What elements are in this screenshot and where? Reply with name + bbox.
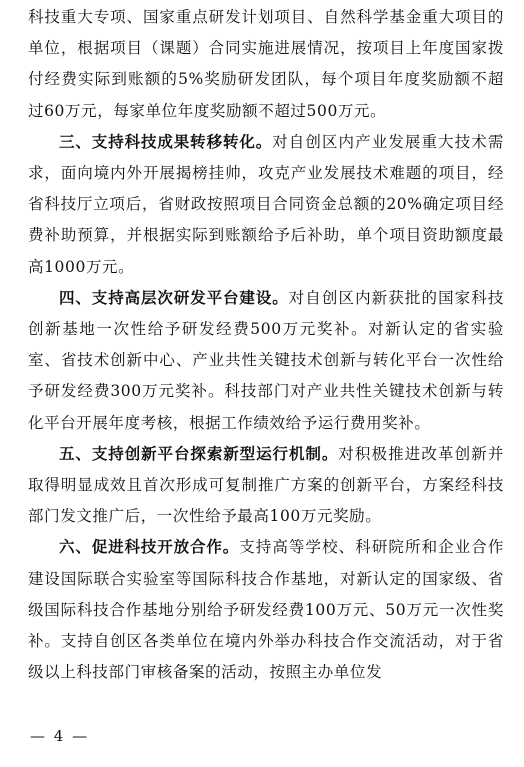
document-body — [28, 2, 504, 688]
paragraph-text: 对自创区内新获批的国家科技创新基地一次性给予研发经费500万元奖补。对新认定的省实验室、省技术创新中心、产业共性关键技术创新与转化平台一次性给予研发经费300万元奖补。科技部门对产业共性关键技术创新与转化平台开展年度考核，根据工作绩效给予运行费用奖补。 — [28, 288, 504, 432]
section-heading: 四、支持高层次研发平台建设。 — [59, 288, 289, 307]
section-heading: 五、支持创新平台探索新型运行机制。 — [59, 444, 339, 463]
paragraph-section-3 — [28, 127, 504, 283]
section-heading: 六、促进科技开放合作。 — [59, 538, 240, 557]
paragraph-text: 对积极推进改革创新并取得明显成效且首次形成可复制推广方案的创新平台，方案经科技部门发文推广后，一次性给予最高100万元奖励。 — [28, 444, 504, 526]
paragraph-text: 科技重大专项、国家重点研发计划项目、自然科学基金重大项目的单位，根据项目（课题）合同实施进展情况，按项目上年度国家拨付经费实际到账额的5%奖励研发团队，每个项目年度奖励额不超过60万元，每家单位年度奖励额不超过500万元。 — [28, 8, 504, 120]
page-number: — 4 — — [30, 727, 90, 745]
paragraph-section-4 — [28, 283, 504, 439]
paragraph-section-5 — [28, 439, 504, 533]
paragraph-text: 对自创区内产业发展重大技术需求，面向境内外开展揭榜挂帅，攻克产业发展技术难题的项目，经省科技厅立项后，省财政按照项目合同资金总额的20%确定项目经费补助预算，并根据实际到账额给予后补助，单个项目资助额度最高1000万元。 — [28, 132, 505, 276]
section-heading: 三、支持科技成果转移转化。 — [59, 132, 273, 151]
paragraph-continuation — [28, 2, 504, 127]
paragraph-text: 支持高等学校、科研院所和企业合作建设国际联合实验室等国际科技合作基地，对新认定的国家级、省级国际科技合作基地分别给予研发经费100万元、50万元一次性奖补。支持自创区各类单位在境内外举办科技合作交流活动，对于省级以上科技部门审核备案的活动，按照主办单位发 — [28, 538, 504, 682]
paragraph-section-6 — [28, 532, 504, 688]
